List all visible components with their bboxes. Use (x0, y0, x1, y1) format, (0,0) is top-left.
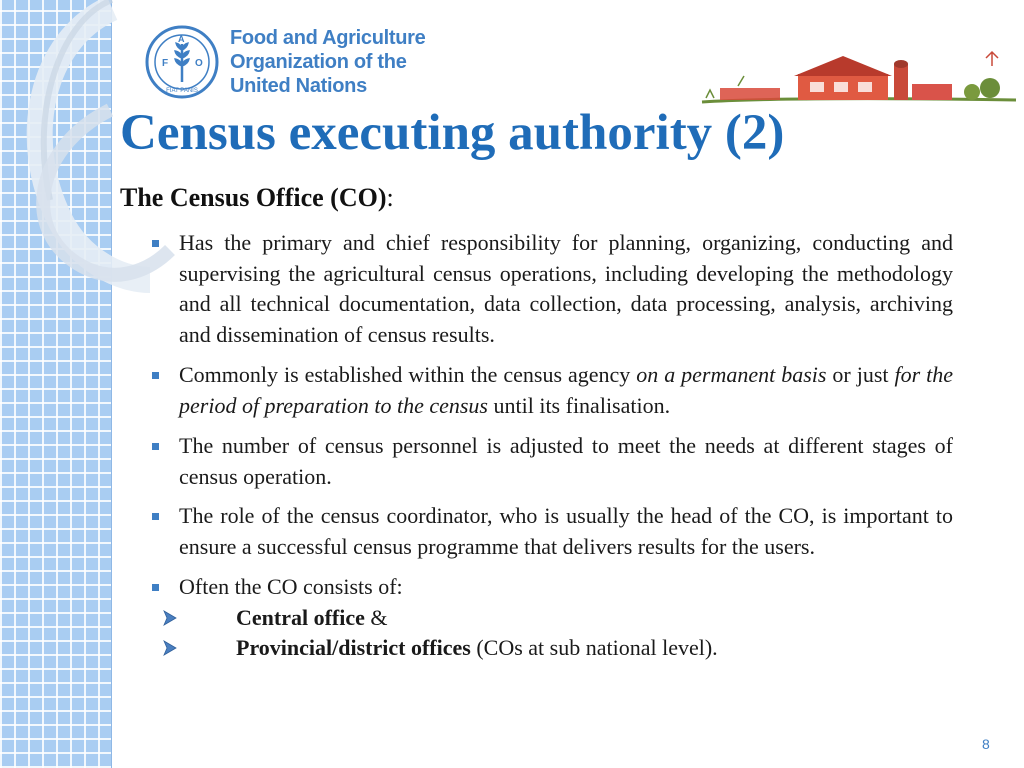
fao-name (230, 26, 425, 98)
emblem-letter-a: A (178, 34, 185, 44)
fao-name-line-2: Organization of the (230, 51, 407, 73)
bullet-text: Often the CO consists of: (179, 574, 403, 599)
square-bullet-icon (152, 443, 159, 450)
fao-name-line-3: United Nations (230, 75, 367, 97)
arrow-bullet-icon (160, 633, 180, 663)
bullet-list (150, 228, 953, 664)
square-bullet-icon (152, 584, 159, 591)
bullet-text: The number of census personnel is adjusted to meet the needs at different stages of census operation. (179, 433, 953, 489)
bullet-text: Has the primary and chief responsibility for planning, organizing, conducting and supervising the agricultural census operations, including developing the methodology and all technical documentation, data collection, data processing, analysis, archiving and dissemination of census results. (179, 230, 953, 347)
arrow-bullet-icon (160, 603, 180, 633)
slide-title: Census executing authority (2) (120, 105, 785, 161)
bullet-text: or just (826, 362, 895, 387)
square-bullet-icon (152, 372, 159, 379)
sub-bullet-text: & (364, 604, 388, 630)
section-heading-suffix: : (386, 183, 394, 212)
sub-bullet-bold: Provincial/district offices (236, 635, 471, 660)
fao-emblem-icon (144, 24, 220, 100)
side-grid-strip (0, 0, 112, 768)
bullet-text: Commonly is established within the census agency (179, 362, 637, 387)
section-heading (120, 183, 394, 213)
emblem-motto: FIAT PANIS (166, 88, 198, 94)
bullet-text: The role of the census coordinator, who is usually the head of the CO, is important to ensure a successful census programme that delivers results for the users. (179, 503, 953, 559)
fao-logo (144, 24, 425, 100)
bullet-item (150, 572, 953, 603)
fao-name-line-1: Food and Agriculture (230, 27, 426, 49)
sub-bullet-item (150, 603, 953, 634)
page-number: 8 (982, 736, 990, 752)
emblem-letter-f: F (162, 58, 169, 69)
square-bullet-icon (152, 240, 159, 247)
sub-bullet-bold: Central office (236, 604, 365, 630)
square-bullet-icon (152, 513, 159, 520)
bullet-item (150, 431, 953, 492)
sub-bullet-item (150, 633, 953, 664)
emblem-letter-o: O (195, 58, 203, 69)
bullet-italic-text: for the period of preparation to the census (179, 362, 953, 418)
sub-bullet-text: (COs at sub national level). (470, 635, 718, 660)
bullet-item (150, 501, 953, 562)
bullet-italic-text: on a permanent basis (636, 362, 827, 387)
bullet-text: until its finalisation. (488, 392, 671, 418)
bullet-item (150, 360, 953, 421)
farm-illustration-icon (698, 48, 1020, 112)
bullet-item (150, 228, 953, 350)
section-heading-bold: The Census Office (CO) (120, 183, 387, 212)
